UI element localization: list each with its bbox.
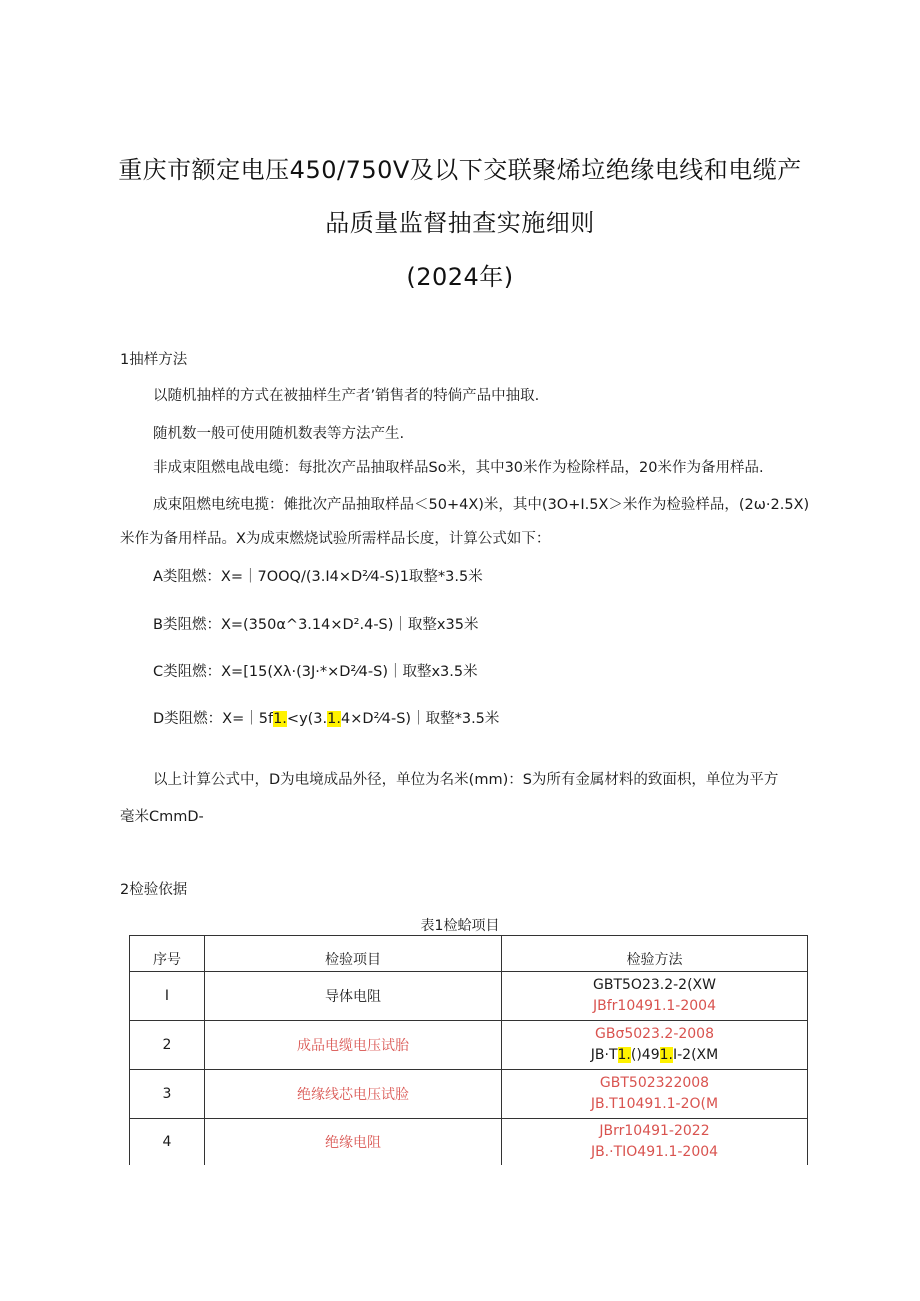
method-highlight-1: 1.: [617, 1047, 631, 1063]
method-post: I-2(XM: [672, 1047, 719, 1063]
method-highlight-2: 1.: [659, 1047, 673, 1063]
paragraph-4a: 成束阻燃电统电揽：傩批次产品抽取样品＜50+4X)米，其中(3O+I.5X＞米作为检验样品，(2ω·2.5X): [153, 497, 810, 513]
table-row: [130, 1070, 808, 1119]
table-row: [130, 1021, 808, 1070]
method-line-2: JBfr10491.1-2004: [593, 998, 716, 1014]
title-line-1: 重庆市额定电压450/750V及以下交联聚烯垃绝缘电线和电缆产: [118, 156, 802, 184]
formula-d-highlight-2: 1.: [327, 711, 341, 727]
table-row: [130, 972, 808, 1021]
method-pre: JB·T: [590, 1047, 618, 1063]
paragraph-2: 随机数一般可使用随机数表等方法产生.: [153, 426, 405, 442]
row-item: 绝缘线芯电压试脸: [205, 1070, 502, 1119]
formula-a: A类阻燃：X=｜7OOQ∕(3.I4×D²⁄4-S)1取整*3.5米: [153, 569, 483, 585]
table-row: [130, 1119, 808, 1166]
row-no: I: [130, 972, 205, 1021]
method-line-2: JB.·TIO491.1-2004: [590, 1144, 719, 1160]
row-no: 2: [130, 1021, 205, 1070]
title-line-2: 品质量监督抽查实施细则: [325, 209, 595, 237]
table-header-row: [130, 936, 808, 972]
paragraph-3: 非成束阻燃电战电缆：每批次产品抽取样品So米，其中30米作为检除样品，20米作为备用样品.: [153, 460, 764, 476]
formula-d-post: 4×D²⁄4-S)｜取整*3.5米: [341, 711, 500, 727]
row-method: [502, 1070, 808, 1119]
method-mid: ()49: [630, 1047, 660, 1063]
table-caption: 表1检蛤项目: [420, 918, 500, 934]
inspection-table: [129, 935, 808, 1165]
header-item: 检验项目: [205, 936, 502, 972]
method-line-1: GBT502322008: [599, 1075, 710, 1091]
formula-d-pre: D类阻燃：X=｜5f: [153, 711, 274, 727]
row-method: [502, 972, 808, 1021]
row-item: 成品电缆电压试胎: [205, 1021, 502, 1070]
row-item: 导体电阻: [205, 972, 502, 1021]
section-1-heading: 1抽样方法: [120, 352, 188, 368]
row-no: 3: [130, 1070, 205, 1119]
formula-b: B类阻燃：X=(350α^3.14×D².4-S)｜取整x35米: [153, 617, 479, 633]
method-line-1: GBT5O23.2-2(XW: [593, 977, 716, 993]
row-method: [502, 1021, 808, 1070]
note-line-a: 以上计算公式中，D为电境成品外径，单位为名米(mm)：S为所有金属材料的致面枳，单位为平方: [153, 772, 779, 788]
formula-d-highlight-1: 1.: [273, 711, 287, 727]
paragraph-1: 以随机抽样的方式在被抽样生产者’销售者的特倘产品中抽取.: [153, 388, 540, 404]
method-line-2: [502, 1045, 807, 1066]
section-2-heading: 2检验依据: [120, 882, 188, 898]
header-method: 检验方法: [502, 936, 808, 972]
formula-d: [153, 707, 499, 728]
method-line-1: JBrr10491-2022: [599, 1123, 710, 1139]
row-no: 4: [130, 1119, 205, 1166]
method-line-2: JB.T10491.1-2O(M: [590, 1096, 719, 1112]
title-line-3: (2024年): [406, 263, 514, 291]
row-method: [502, 1119, 808, 1166]
formula-d-mid: <y(3.: [286, 711, 328, 727]
row-item: 绝缘电阻: [205, 1119, 502, 1166]
note-line-b: 毫米CmmD-: [120, 809, 204, 825]
paragraph-4b: 米作为备用样品。X为成束燃烧试验所需样品长度，计算公式如下：: [120, 531, 551, 547]
formula-c: C类阻燃：X=[15(Xλ·(3J·*×D²⁄4-S)｜取整x3.5米: [153, 664, 478, 680]
header-no: 序号: [130, 936, 205, 972]
method-line-1: GBσ5023.2-2008: [595, 1026, 714, 1042]
